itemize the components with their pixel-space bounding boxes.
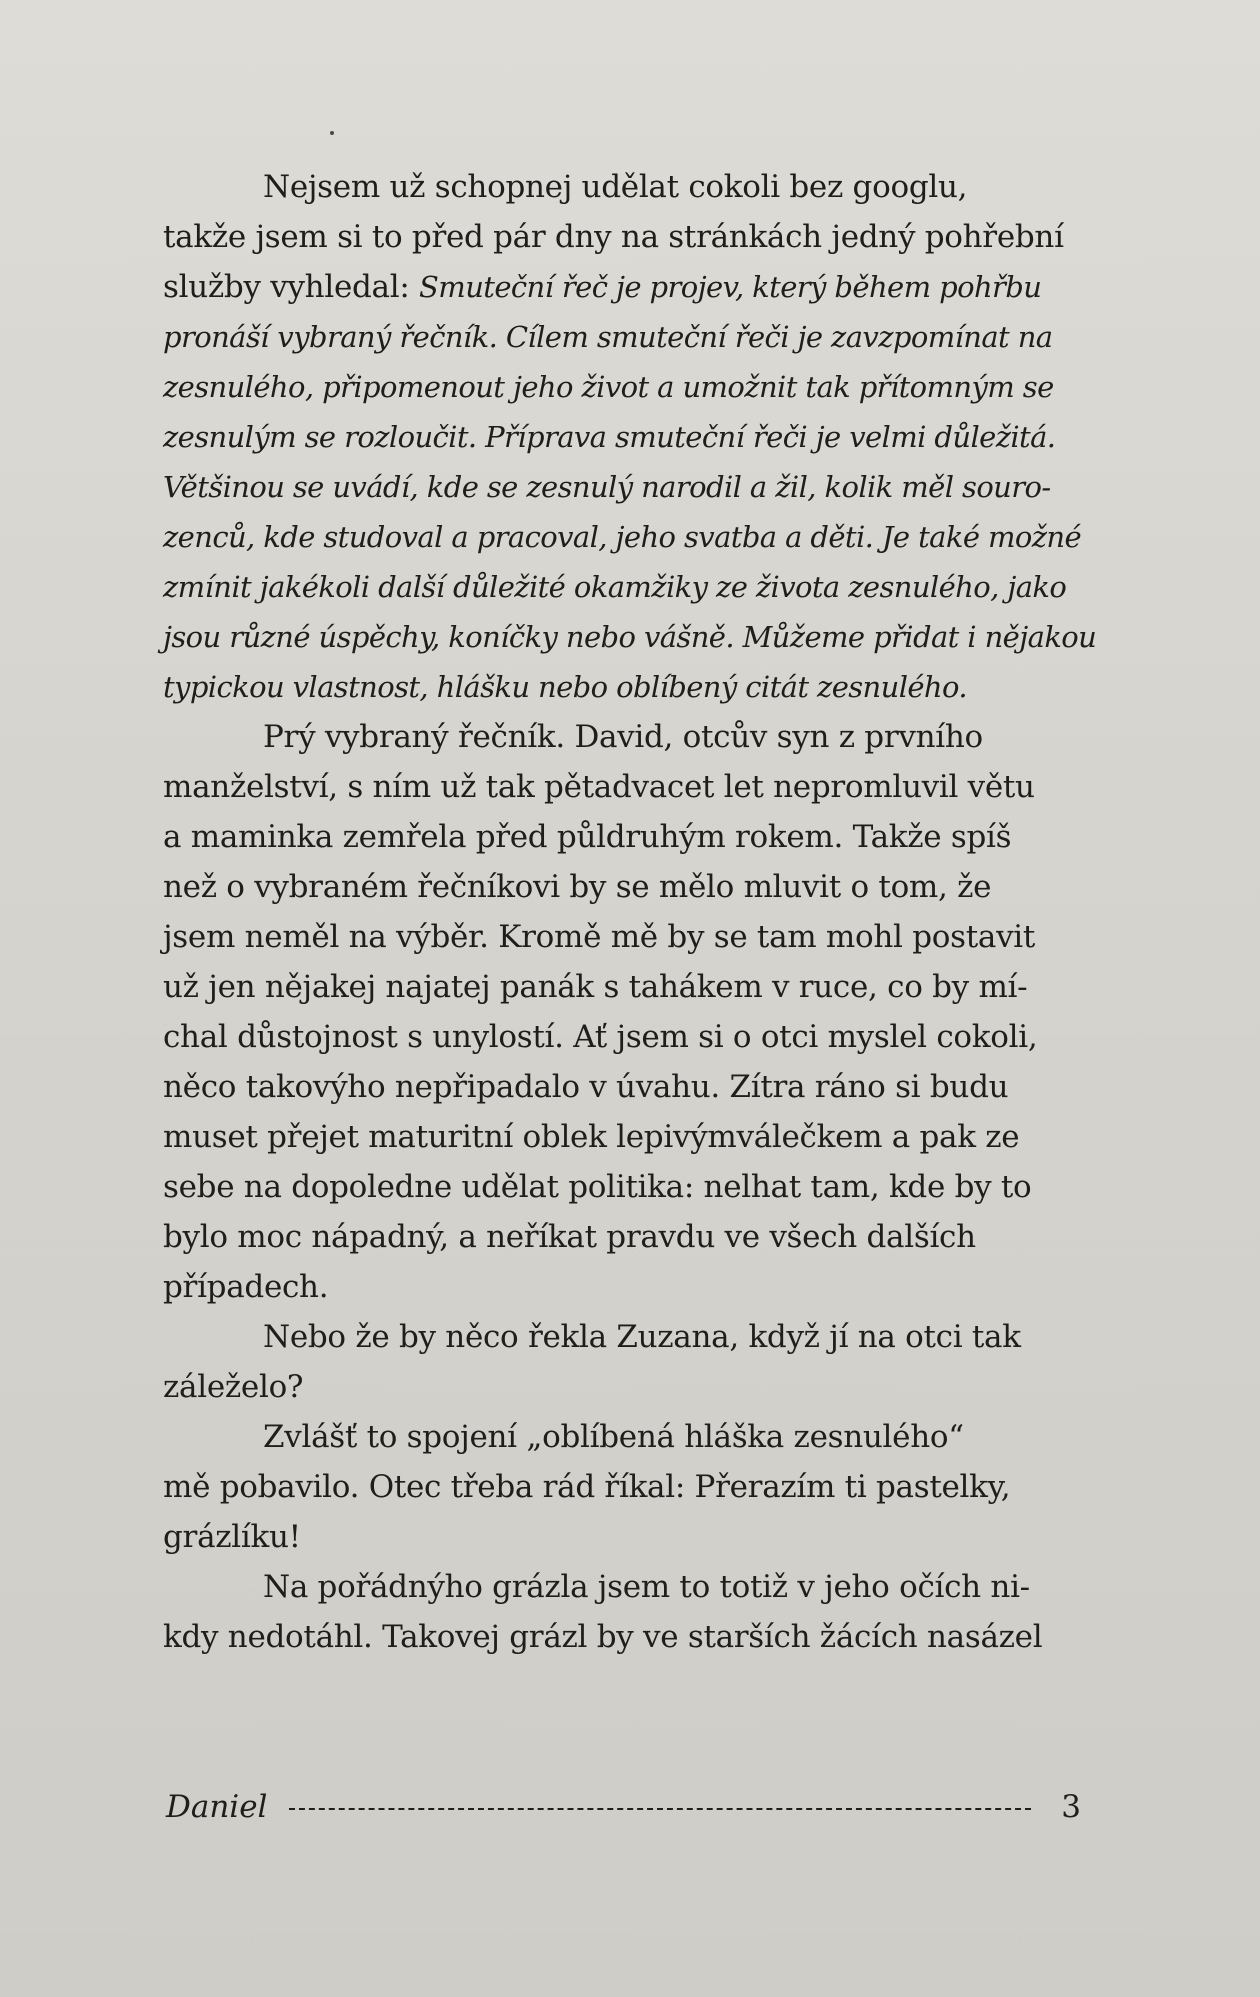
text-line: záleželo?: [163, 1369, 304, 1405]
quoted-line: jsou různé úspěchy, koníčky nebo vášně. Můžeme přidat i nějakou: [163, 620, 1097, 654]
text-line: než o vybraném řečníkovi by se mělo mluvit o tom, že: [163, 869, 992, 905]
text-line-start: služby vyhledal:: [163, 269, 420, 305]
text-line: případech.: [163, 1269, 329, 1305]
quoted-line: zenců, kde studoval a pracoval, jeho svatba a děti. Je také možné: [163, 520, 1082, 554]
text-line: muset přejet maturitní oblek lepivýmválečkem a pak ze: [163, 1119, 1020, 1155]
text-line: [163, 262, 1073, 312]
running-title: Daniel: [166, 1789, 268, 1825]
quoted-text: Smuteční řeč je projev, který během pohřbu: [419, 270, 1042, 304]
text-line: Nejsem už schopnej udělat cokoli bez googlu,: [263, 169, 968, 205]
text-line: Nebo že by něco řekla Zuzana, když jí na otci tak: [263, 1319, 1021, 1355]
text-line: jsem neměl na výběr. Kromě mě by se tam mohl postavit: [163, 919, 1036, 955]
quoted-line: zesnulého, připomenout jeho život a umožnit tak přítomným se: [163, 370, 1054, 404]
body-text: [163, 162, 1097, 1662]
text-line: Na pořádnýho grázla jsem to totiž v jeho očích ni-: [263, 1569, 1030, 1605]
text-line: něco takovýho nepřipadalo v úvahu. Zítra ráno si budu: [163, 1069, 1009, 1105]
text-line: chal důstojnost s unylostí. Ať jsem si o otci myslel cokoli,: [163, 1019, 1038, 1055]
page-footer: [166, 1782, 1081, 1832]
quoted-line: zesnulým se rozloučit. Příprava smuteční řeči je velmi důležitá.: [163, 420, 1056, 454]
text-line: bylo moc nápadný, a neříkat pravdu ve všech dalších: [163, 1219, 976, 1255]
text-line: Prý vybraný řečník. David, otcův syn z prvního: [263, 719, 983, 755]
text-line: grázlíku!: [163, 1519, 301, 1555]
text-line: takže jsem si to před pár dny na stránkách jedný pohřební: [163, 219, 1064, 255]
page-number: 3: [1061, 1789, 1081, 1825]
text-line: a maminka zemřela před půldruhým rokem. Takže spíš: [163, 819, 1012, 855]
text-line: sebe na dopoledne udělat politika: nelhat tam, kde by to: [163, 1169, 1032, 1205]
text-line: Zvlášť to spojení „oblíbená hláška zesnulého“: [263, 1419, 964, 1455]
speck-mark: [330, 131, 334, 135]
text-line: už jen nějakej najatej panák s tahákem v ruce, co by mí-: [163, 969, 1028, 1005]
quoted-line: zmínit jakékoli další důležité okamžiky ze života zesnulého, jako: [163, 570, 1067, 604]
quoted-line: pronáší vybraný řečník. Cílem smuteční řeči je zavzpomínat na: [163, 320, 1053, 354]
text-line: kdy nedotáhl. Takovej grázl by ve starších žácích nasázel: [163, 1619, 1043, 1655]
quoted-line: typickou vlastnost, hlášku nebo oblíbený citát zesnulého.: [163, 670, 967, 704]
quoted-line: Většinou se uvádí, kde se zesnulý narodil a žil, kolik měl souro-: [163, 470, 1051, 504]
text-line: mě pobavilo. Otec třeba rád říkal: Přerazím ti pastelky,: [163, 1469, 1011, 1505]
text-line: manželství, s ním už tak pětadvacet let nepromluvil větu: [163, 769, 1035, 805]
dashed-rule: [289, 1808, 1031, 1810]
